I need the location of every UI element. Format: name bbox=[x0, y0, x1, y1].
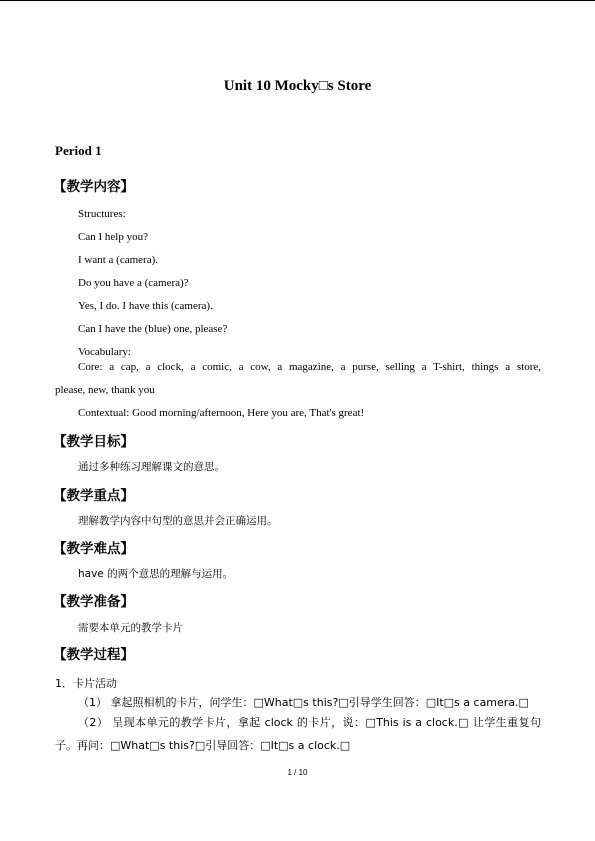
section-heading-process: 【教学过程】 bbox=[53, 647, 134, 663]
process-substep-2-continuation: 子。再问：□What□s this?□引导回答：□It□s a clock.□ bbox=[55, 739, 351, 752]
content-line: Can I help you? bbox=[78, 231, 148, 243]
core-vocabulary-line: Core: a cap, a clock, a comic, a cow, a magazine, a purse, selling a T-shirt, things a store, bbox=[78, 361, 541, 373]
process-substep-2: （2） 呈现本单元的教学卡片，拿起 clock 的卡片，说：□This is a clock.□ 让学生重复句 bbox=[78, 716, 541, 729]
section-heading-content: 【教学内容】 bbox=[53, 179, 134, 195]
content-line: Vocabulary: bbox=[78, 346, 131, 358]
contextual-vocabulary: Contextual: Good morning/afternoon, Here you are, That's great! bbox=[78, 407, 365, 419]
objectives-text: 通过多种练习理解课文的意思。 bbox=[78, 461, 225, 473]
content-line: Can I have the (blue) one, please? bbox=[78, 323, 228, 335]
section-heading-preparation: 【教学准备】 bbox=[53, 594, 134, 610]
core-vocabulary-continuation: please, new, thank you bbox=[55, 384, 155, 396]
preparation-text: 需要本单元的教学卡片 bbox=[78, 622, 183, 634]
process-substep-1: （1） 拿起照相机的卡片，问学生：□What□s this?□引导学生回答：□It□s a camera.□ bbox=[78, 696, 529, 709]
top-border-line bbox=[0, 0, 595, 1]
process-step-1: 1．卡片活动 bbox=[55, 677, 117, 690]
content-line: Do you have a (camera)? bbox=[78, 277, 189, 289]
period-heading: Period 1 bbox=[55, 143, 102, 158]
content-line: Structures: bbox=[78, 208, 126, 220]
content-line: Yes, I do. I have this (camera). bbox=[78, 300, 213, 312]
section-heading-difficulties: 【教学难点】 bbox=[53, 541, 134, 557]
document-title: Unit 10 Mocky□s Store bbox=[223, 78, 372, 94]
page-number: 1 / 10 bbox=[287, 768, 308, 777]
difficulties-text: have 的两个意思的理解与运用。 bbox=[78, 568, 234, 580]
key-points-text: 理解教学内容中句型的意思并会正确运用。 bbox=[78, 515, 278, 527]
section-heading-objectives: 【教学目标】 bbox=[53, 434, 134, 450]
content-line: I want a (camera). bbox=[78, 254, 159, 266]
section-heading-key-points: 【教学重点】 bbox=[53, 488, 134, 504]
